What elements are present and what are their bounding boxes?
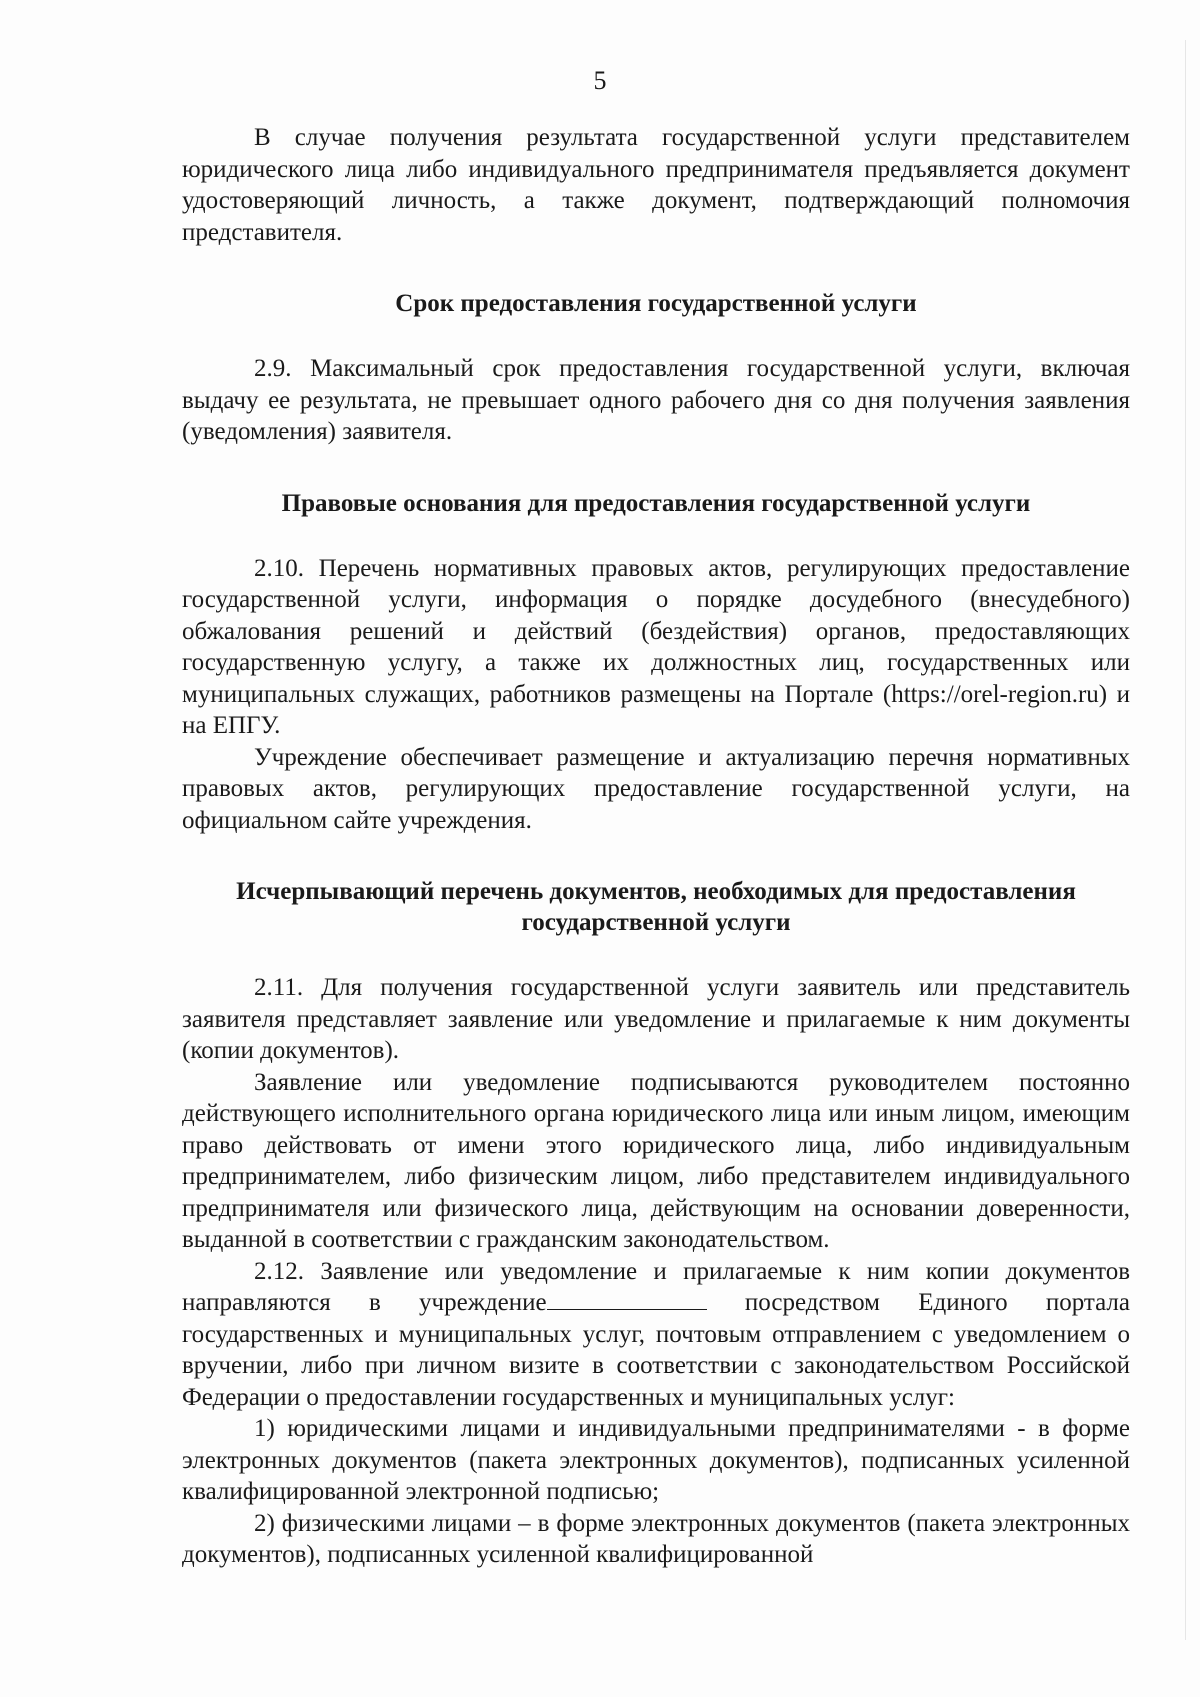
heading-legal-grounds: Правовые основания для предоставления государственной услуги <box>281 489 1031 517</box>
list-item-legal-entities: 1) юридическими лицами и индивидуальными предпринимателями - в форме электронных документов (пакета электронных документов), подписанных усиленной квалифицированной электронной подписью; <box>182 1415 1130 1505</box>
paragraph-institution: Учреждение обеспечивает размещение и актуализацию перечня нормативных правовых актов, регулирующих предоставление государственной услуги, на официальном сайте учреждения. <box>182 743 1130 834</box>
institution-blank-line <box>547 1287 707 1310</box>
paragraph-2-12-part2: посредством Единого портала государственных и муниципальных услуг, почтовым отправлением с уведомлением о вручении, либо при личном визите в соответствии с законодательством Российской Федерации о предоставлении государственных и муниципальных услуг: <box>182 1289 1130 1411</box>
paragraph-2-9: 2.9. Максимальный срок предоставления государственной услуги, включая выдачу ее результата, не превышает одного рабочего дня со дня получения заявления (уведомления) заявителя. <box>182 355 1130 445</box>
document-body <box>182 122 1130 1571</box>
paragraph-2-11: 2.11. Для получения государственной услуги заявитель или представитель заявителя представляет заявление или уведомление и прилагаемые к ним документы (копии документов). <box>182 974 1130 1064</box>
heading-service-term: Срок предоставления государственной услуги <box>395 290 917 317</box>
heading-document-list-line1: Исчерпывающий перечень документов, необходимых для предоставления <box>236 878 1076 905</box>
page-number: 5 <box>593 66 607 95</box>
heading-document-list <box>182 876 1130 938</box>
scan-edge-line <box>1185 40 1186 1640</box>
list-item-individuals: 2) физическими лицами – в форме электронных документов (пакета электронных документов), подписанных усиленной квалифицированной <box>182 1509 1130 1568</box>
heading-document-list-line2: государственной услуги <box>521 909 791 936</box>
paragraph-representative: В случае получения результата государственной услуги представителем юридического лица либо индивидуального предпринимателя предъявляется документ удостоверяющий личность, а также документ, подтверждающий полномочия представителя. <box>182 124 1130 246</box>
paragraph-2-12-part1: 2.12. Заявление или уведомление и прилагаемые к ним копии документов направляются в учреждение <box>182 1257 1130 1316</box>
paragraph-2-12 <box>182 1256 1130 1414</box>
paragraph-signature: Заявление или уведомление подписываются руководителем постоянно действующего исполнительного органа юридического лица или иным лицом, имеющим право действовать от имени этого юридического лица, либо индивидуальным предпринимателем, либо физическим лицом, либо представителем индивидуального предпринимателя или физического лица, действующим на основании доверенности, выданной в соответствии с гражданским законодательством. <box>182 1068 1130 1253</box>
paragraph-2-10: 2.10. Перечень нормативных правовых актов, регулирующих предоставление государственной услуги, информация о порядке досудебного (внесудебного) обжалования решений и действий (бездействия) органов, предоставляющих государственную услугу, а также их должностных лиц, государственных или муниципальных служащих, работников размещены на Портале (https://orel-region.ru) и на ЕПГУ. <box>182 554 1130 739</box>
